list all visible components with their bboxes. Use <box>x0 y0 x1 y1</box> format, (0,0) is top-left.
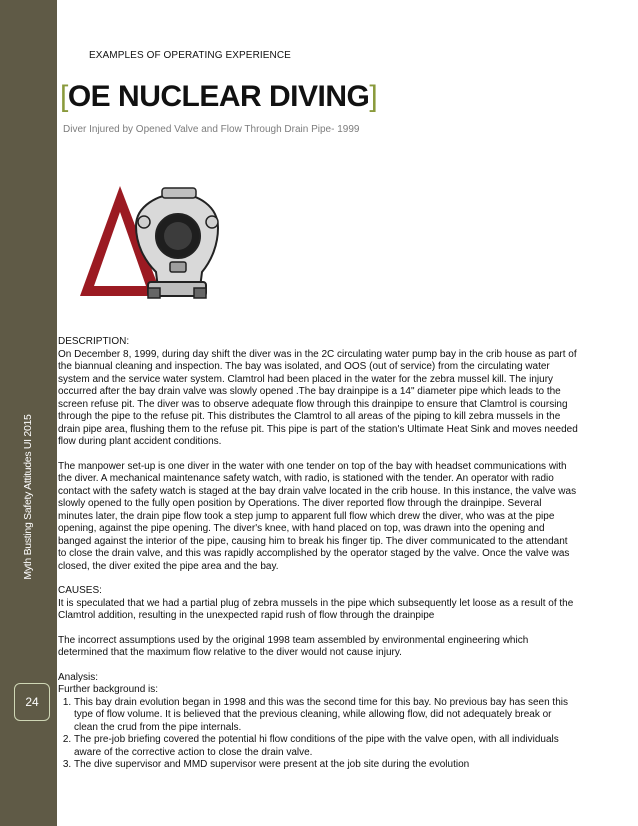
sidebar-vertical-text: Myth Busting Safety Attitudes UI 2015 <box>22 414 34 580</box>
title-bracket-open: [ <box>60 80 68 113</box>
description-paragraph-1: On December 8, 1999, during day shift the diver was in the 2C circulating water pump bay in the crib house as part of the biannual cleaning and inspection. The bay was isolated, and OOS (out of service) from the circulating water system and the service water system. Clamtrol had been placed in the water for the zebra mussel kill. The injury occurred after the bay drain valve was slowly opened .The bay drainpipe is a 14" diameter pipe which leads to the screen refuse pit. The diver was to observe adequate flow through this drainpipe to ensure that Clamtrol is coursing through the pipe to the refuse pit. This distributes the Clamtrol to all areas of the piping to kill zebra mussels in the drain pipe area, flushing them to the refuse pit. This pipe is part of the station's Ultimate Heat Sink and moves needed flow during plant accident conditions. <box>58 348 578 447</box>
page-title <box>60 80 377 114</box>
analysis-list <box>58 697 578 772</box>
description-heading: DESCRIPTION: <box>58 336 130 347</box>
section-label: EXAMPLES OF OPERATING EXPERIENCE <box>89 50 291 61</box>
causes-heading: CAUSES: <box>58 585 102 596</box>
title-bracket-close: ] <box>369 80 378 113</box>
analysis-heading: Analysis: <box>58 671 99 683</box>
list-item: 2. The pre-job briefing covered the potential hi flow conditions of the pipe with the valve open, with all individuals aware of the corrective action to close the drain valve. <box>74 734 578 759</box>
causes-paragraph-2: The incorrect assumptions used by the original 1998 team assembled by environmental engineering which determined that the maximum flow relative to the diver would not cause injury. <box>58 634 529 658</box>
sidebar <box>0 0 57 826</box>
body-text <box>58 336 578 772</box>
analysis-intro: Further background is: <box>58 684 159 695</box>
page-number: 24 <box>14 683 50 721</box>
list-item: 1. This bay drain evolution began in 1998 and this was the second time for this bay. No previous bay has seen this type of flow volume. It is believed that the previous cleaning, while allowing flow, did not adequately break or clean the crud from the pipe internals. <box>74 697 578 735</box>
page-subtitle: Diver Injured by Opened Valve and Flow Through Drain Pipe- 1999 <box>63 124 360 135</box>
list-item: 3. The dive supervisor and MMD supervisor were present at the job site during the evolution <box>74 759 578 772</box>
title-text: OE NUCLEAR DIVING <box>67 80 370 113</box>
causes-paragraph-1: It is speculated that we had a partial plug of zebra mussels in the pipe which subsequently let loose as a result of the Clamtrol addition, resulting in the unexpected rapid rush of flow through the drainpipe <box>58 597 574 621</box>
illustration <box>78 178 238 306</box>
description-paragraph-2: The manpower set-up is one diver in the water with one tender on top of the bay with headset communications with the diver. A mechanical maintenance safety watch, with radio, is stationed with the tender. An operator with radio contact with the safety watch is staged at the bay drain valve located in the crib house. In this instance, the valve was slowly opened to the fully open position by Operations. The diver reported flow through the drainpipe. Several minutes later, the drain pipe flow took a step jump to apparent full flow which drew the diver, who was at the pipe opening, against the pipe opening. The diver's knee, with hand placed on top, was drawn into the opening and banged against the interior of the pipe, causing him to break his finger tip. The diver communicated to the attendant to close the drain valve, and this was rapidly accomplished by the operator staged by the valve. Once the valve was closed, the diver exited the pipe area and the bay. <box>58 460 577 572</box>
